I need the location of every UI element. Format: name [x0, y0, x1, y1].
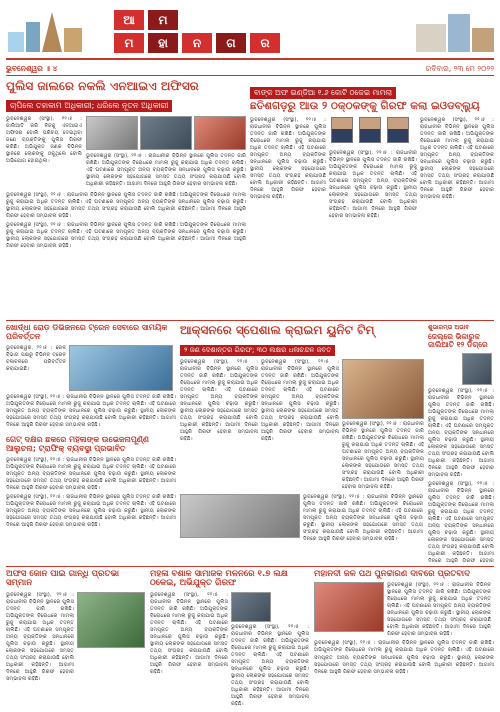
story-body: ଭୁବନେଶ୍ୱର (ସଂସ୍ଥା), ୨୨।୫ : ରାଜଧାନୀର ବିଭିନ୍ନ ସ୍ଥାନରେ ପୁଲିସ ତଦନ୍ତ ଜାରି ରଖିଛି। ଅଭିଯୁକ୍ତଙ୍କ ବିରୋଧରେ ମାମଲା ରୁଜୁ କରାଯାଇ ଅଧିକ ତଦନ୍ତ ଚାଲିଛି। ଏହି ଘଟଣାରେ ସମ୍ପୃକ୍ତ ଅନ୍ୟ ବ୍ୟକ୍ତିଙ୍କ ସନ୍ଧାନରେ ପୁଲିସ ଚଢ଼ାଉ କରୁଛି। ସ୍ଥାନୀୟ ଲୋକଙ୍କ ସହଯୋଗରେ ସମସ୍ତ ତଥ୍ୟ ସଂଗ୍ରହ କରାଯାଉଛି ବୋଲି ଅଧିକାରୀ କହିଛନ୍ତି। ଆଗାମୀ ଦିନରେ ଆହୁରି ଗିରଫ ହେବାର ସମ୍ଭାବନା ରହିଛି।: [6, 456, 176, 491]
story-bank-fraud: [250, 80, 494, 318]
story-kicker: ଶୁଭାରମ୍ଭ ଅଭାବ: [428, 324, 470, 331]
story-body: ଭୁବନେଶ୍ୱର (ସଂସ୍ଥା), ୨୨।୫ : ରାଜଧାନୀର ବିଭିନ୍ନ ସ୍ଥାନରେ ପୁଲିସ ତଦନ୍ତ ଜାରି ରଖିଛି। ଅଭିଯୁକ୍ତଙ୍କ ବିରୋଧରେ ମାମଲା ରୁଜୁ କରାଯାଇ ଅଧିକ ତଦନ୍ତ ଚାଲିଛି। ଏହି ଘଟଣାରେ ସମ୍ପୃକ୍ତ ଅନ୍ୟ ବ୍ୟକ୍ତିଙ୍କ ସନ୍ଧାନରେ ପୁଲିସ ଚଢ଼ାଉ କରୁଛି। ସ୍ଥାନୀୟ ଲୋକଙ୍କ ସହଯୋଗରେ ସମସ୍ତ ତଥ୍ୟ ସଂଗ୍ରହ କରାଯାଉଛି ବୋଲି ଅଧିକାରୀ କହିଛନ୍ତି। ଆଗାମୀ ଦିନରେ ଆହୁରି ଗିରଫ ହେବାର ସମ୍ଭାବନା ରହିଛି।: [261, 359, 339, 443]
story-body: ଭୁବନେଶ୍ୱର (ସଂସ୍ଥା), ୨୨।୫ : ରାଜଧାନୀର ବିଭିନ୍ନ ସ୍ଥାନରେ ପୁଲିସ ତଦନ୍ତ ଜାରି ରଖିଛି। ଅଭିଯୁକ୍ତଙ୍କ ବିରୋଧରେ ମାମଲା ରୁଜୁ କରାଯାଇ ଅଧିକ ତଦନ୍ତ ଚାଲିଛି। ଏହି ଘଟଣାରେ ସମ୍ପୃକ୍ତ ଅନ୍ୟ ବ୍ୟକ୍ତିଙ୍କ ସନ୍ଧାନରେ ପୁଲିସ ଚଢ଼ାଉ କରୁଛି। ସ୍ଥାନୀୟ ଲୋକଙ୍କ ସହଯୋଗରେ ସମସ୍ତ ତଥ୍ୟ ସଂଗ୍ରହ କରାଯାଉଛି ବୋଲି ଅଧିକାରୀ କହିଛନ୍ତି। ଆଗାମୀ ଦିନରେ ଆହୁରି ଗିରଫ ହେବାର ସମ୍ଭାବନା ରହିଛି।: [6, 192, 246, 220]
page-info-bar: [6, 62, 494, 76]
masthead-letter: ମ: [148, 10, 178, 30]
story-mahanadi: [314, 570, 494, 708]
story-body: ଭୁବନେଶ୍ୱର (ସଂସ୍ଥା), ୨୨।୫ : ରାଜଧାନୀର ବିଭିନ୍ନ ସ୍ଥାନରେ ପୁଲିସ ତଦନ୍ତ ଜାରି ରଖିଛି। ଅଭିଯୁକ୍ତଙ୍କ ବିରୋଧରେ ମାମଲା ରୁଜୁ କରାଯାଇ ଅଧିକ ତଦନ୍ତ ଚାଲିଛି। ଏହି ଘଟଣାରେ ସମ୍ପୃକ୍ତ ଅନ୍ୟ ବ୍ୟକ୍ତିଙ୍କ ସନ୍ଧାନରେ ପୁଲିସ ଚଢ଼ାଉ କରୁଛି। ସ୍ଥାନୀୟ ଲୋକଙ୍କ ସହଯୋଗରେ ସମସ୍ତ ତଥ୍ୟ ସଂଗ୍ରହ କରାଯାଉଛି ବୋଲି ଅଧିକାରୀ କହିଛନ୍ତି। ଆଗାମୀ ଦିନରେ ଆହୁରି ଗିରଫ ହେବାର ସମ୍ଭାବନା ରହିଛି।: [342, 421, 424, 491]
vehicle-photo: [180, 494, 300, 538]
story-body: ଭୁବନେଶ୍ୱର (ସଂସ୍ଥା), ୨୨।୫ : ରାଜଧାନୀର ବିଭିନ୍ନ ସ୍ଥାନରେ ପୁଲିସ ତଦନ୍ତ ଜାରି ରଖିଛି। ଅଭିଯୁକ୍ତଙ୍କ ବିରୋଧରେ ମାମଲା ରୁଜୁ କରାଯାଇ ଅଧିକ ତଦନ୍ତ ଚାଲିଛି। ଏହି ଘଟଣାରେ ସମ୍ପୃକ୍ତ ଅନ୍ୟ ବ୍ୟକ୍ତିଙ୍କ ସନ୍ଧାନରେ ପୁଲିସ ଚଢ଼ାଉ କରୁଛି। ସ୍ଥାନୀୟ ଲୋକଙ୍କ ସହଯୋଗରେ ସମସ୍ତ ତଥ୍ୟ ସଂଗ୍ରହ କରାଯାଉଛି ବୋଲି ଅଧିକାରୀ କହିଛନ୍ତି। ଆଗାମୀ ଦିନରେ ଆହୁରି ଗିରଫ ହେବାର ସମ୍ଭାବନା ରହିଛି।: [250, 116, 326, 200]
seized-items-photo: [342, 359, 424, 419]
masthead-letter: ଗ: [216, 33, 246, 53]
story-headline: ମହିଳା ବିଶାଳ ସାମାଜିକ ମିଳନରେ ୧.୭ ଲକ୍ଷ ଠକେଇ, ଅଭିଯୁକ୍ତ ଗିରଫ: [150, 570, 288, 589]
story-nia-officer: [6, 80, 246, 318]
protest-photo: [314, 582, 384, 632]
story-subhead: ୨ ଜଣ ଦେଶାନ୍ତର ଗିରଫ; ୩୦ ଲକ୍ଷର ଧଳାଚନ୍ଦନ ଜବତ: [180, 345, 335, 356]
building-skyline-illustration: [416, 8, 494, 52]
divider: [6, 566, 494, 567]
story-jail: [428, 324, 494, 564]
masthead-letter: ନ: [182, 33, 212, 53]
story-kicker: ବାଙ୍କ ଅଫ ଇଣ୍ଡିଆ ୧.୬ କୋଟି ଠକେଇ ମାମଲା: [250, 87, 396, 99]
story-body: ଭୁବନେଶ୍ୱର (ସଂସ୍ଥା), ୨୨।୫ : ରାଜଧାନୀର ବିଭିନ୍ନ ସ୍ଥାନରେ ପୁଲିସ ତଦନ୍ତ ଜାରି ରଖିଛି। ଅଭିଯୁକ୍ତଙ୍କ ବିରୋଧରେ ମାମଲା ରୁଜୁ କରାଯାଇ ଅଧିକ ତଦନ୍ତ ଚାଲିଛି। ଏହି ଘଟଣାରେ ସମ୍ପୃକ୍ତ ଅନ୍ୟ ବ୍ୟକ୍ତିଙ୍କ ସନ୍ଧାନରେ ପୁଲିସ ଚଢ଼ାଉ କରୁଛି। ସ୍ଥାନୀୟ ଲୋକଙ୍କ ସହଯୋଗରେ ସମସ୍ତ ତଥ୍ୟ ସଂଗ୍ରହ କରାଯାଉଛି ବୋଲି ଅଧିକାରୀ କହିଛନ୍ତି। ଆଗାମୀ ଦିନରେ ଆହୁରି ଗିରଫ ହେବାର ସମ୍ଭାବନା ରହିଛି।: [6, 222, 246, 250]
story-gandhi-award: [6, 570, 146, 708]
story-body: ଭୁବନେଶ୍ୱର (ସଂସ୍ଥା), ୨୨।୫ : ରାଜଧାନୀର ବିଭିନ୍ନ ସ୍ଥାନରେ ପୁଲିସ ତଦନ୍ତ ଜାରି ରଖିଛି। ଅଭିଯୁକ୍ତଙ୍କ ବିରୋଧରେ ମାମଲା ରୁଜୁ କରାଯାଇ ଅଧିକ ତଦନ୍ତ ଚାଲିଛି। ଏହି ଘଟଣାରେ ସମ୍ପୃକ୍ତ ଅନ୍ୟ ବ୍ୟକ୍ତିଙ୍କ ସନ୍ଧାନରେ ପୁଲିସ ଚଢ଼ାଉ କରୁଛି। ସ୍ଥାନୀୟ ଲୋକଙ୍କ ସହଯୋଗରେ ସମସ୍ତ ତଥ୍ୟ ସଂଗ୍ରହ କରାଯାଉଛି ବୋଲି ଅଧିକାରୀ କହିଛନ୍ତି। ଆଗାମୀ ଦିନରେ ଆହୁରି ଗିରଫ ହେବାର ସମ୍ଭାବନା ରହିଛି।: [180, 359, 258, 443]
story-headline: ଜେଲ୍‌ରେ ଭିକାରୁକ ଜାଲିଆତି ୧୨ ଡିଗ୍ରେ: [428, 332, 488, 350]
story-headline: ଖୋର୍ଦ୍ଧା ରୋଡ଼ ଡିଭିଜନରେ ଟ୍ରେନ ସେବାରେ ସାମୟିକ ପରିବର୍ତ୍ତନ: [6, 324, 168, 341]
story-headline: ଅଫିସ ଜୋନ ପାଇଁ ଗାନ୍ଧି ପ୍ରତିଭା ସମ୍ମାନ: [6, 570, 120, 589]
accused-photo: [231, 592, 271, 622]
masthead-letter: ଆ: [114, 10, 144, 30]
award-photo: [77, 592, 145, 648]
story-headline: ଆକ୍ସନରେ ସ୍ପେଶାଲ କ୍ରାଇମ ୟୁନିଟ ଟିମ୍: [180, 324, 375, 337]
story-body: ଭୁବନେଶ୍ୱର (ସଂସ୍ଥା), ୨୨।୫ : ରାଜଧାନୀର ବିଭିନ୍ନ ସ୍ଥାନରେ ପୁଲିସ ତଦନ୍ତ ଜାରି ରଖିଛି। ଅଭିଯୁକ୍ତଙ୍କ ବିରୋଧରେ ମାମଲା ରୁଜୁ କରାଯାଇ ଅଧିକ ତଦନ୍ତ ଚାଲିଛି। ଏହି ଘଟଣାରେ ସମ୍ପୃକ୍ତ ଅନ୍ୟ ବ୍ୟକ୍ତିଙ୍କ ସନ୍ଧାନରେ ପୁଲିସ ଚଢ଼ାଉ କରୁଛି। ସ୍ଥାନୀୟ ଲୋକଙ୍କ ସହଯୋଗରେ ସମସ୍ତ ତଥ୍ୟ ସଂଗ୍ରହ କରାଯାଉଛି ବୋଲି ଅଧିକାରୀ କହିଛନ୍ତି। ଆଗାମୀ ଦିନରେ ଆହୁରି ଗିରଫ ହେବାର ସମ୍ଭାବନା ରହିଛି।: [387, 582, 491, 638]
story-body: ଭୁବନେଶ୍ୱର (ସଂସ୍ଥା), ୨୨।୫ : ରାଜଧାନୀର ବିଭିନ୍ନ ସ୍ଥାନରେ ପୁଲିସ ତଦନ୍ତ ଜାରି ରଖିଛି। ଅଭିଯୁକ୍ତଙ୍କ ବିରୋଧରେ ମାମଲା ରୁଜୁ କରାଯାଇ ଅଧିକ ତଦନ୍ତ ଚାଲିଛି। ଏହି ଘଟଣାରେ ସମ୍ପୃକ୍ତ ଅନ୍ୟ ବ୍ୟକ୍ତିଙ୍କ ସନ୍ଧାନରେ ପୁଲିସ ଚଢ଼ାଉ କରୁଛି। ସ୍ଥାନୀୟ ଲୋକଙ୍କ ସହଯୋଗରେ ସମସ୍ତ ତଥ୍ୟ ସଂଗ୍ରହ କରାଯାଉଛି ବୋଲି ଅଧିକାରୀ କହିଛନ୍ତି। ଆଗାମୀ ଦିନରେ ଆହୁରି ଗିରଫ ହେବାର ସମ୍ଭାବନା ରହିଛି।: [86, 153, 246, 188]
masthead: [6, 2, 494, 60]
story-body: ଭୁବନେଶ୍ୱର (ସଂସ୍ଥା), ୨୨।୫ : ରାଜଧାନୀର ବିଭିନ୍ନ ସ୍ଥାନରେ ପୁଲିସ ତଦନ୍ତ ଜାରି ରଖିଛି। ଅଭିଯୁକ୍ତଙ୍କ ବିରୋଧରେ ମାମଲା ରୁଜୁ କରାଯାଇ ଅଧିକ ତଦନ୍ତ ଚାଲିଛି। ଏହି ଘଟଣାରେ ସମ୍ପୃକ୍ତ ଅନ୍ୟ ବ୍ୟକ୍ତିଙ୍କ ସନ୍ଧାନରେ ପୁଲିସ ଚଢ଼ାଉ କରୁଛି। ସ୍ଥାନୀୟ ଲୋକଙ୍କ ସହଯୋଗରେ ସମସ୍ତ ତଥ୍ୟ ସଂଗ୍ରହ କରାଯାଉଛି ବୋଲି ଅଧିକାରୀ କହିଛନ୍ତି। ଆଗାମୀ ଦିନରେ ଆହୁରି ଗିରଫ ହେବାର: [428, 480, 494, 564]
issue-date: ରବିବାର, ୨୩ ମେ ୨୦୨୨: [425, 63, 494, 73]
story-body: ଭୁବନେଶ୍ୱର (ସଂସ୍ଥା), ୨୨।୫ : ରାଜଧାନୀର ବିଭିନ୍ନ ସ୍ଥାନରେ ପୁଲିସ ତଦନ୍ତ ଜାରି ରଖିଛି। ଅଭିଯୁକ୍ତଙ୍କ ବିରୋଧରେ ମାମଲା ରୁଜୁ କରାଯାଇ ଅଧିକ ତଦନ୍ତ ଚାଲିଛି। ଏହି ଘଟଣାରେ ସମ୍ପୃକ୍ତ ଅନ୍ୟ ବ୍ୟକ୍ତିଙ୍କ ସନ୍ଧାନରେ ପୁଲିସ ଚଢ଼ାଉ କରୁଛି। ସ୍ଥାନୀୟ ଲୋକଙ୍କ ସହଯୋଗରେ ସମସ୍ତ ତଥ୍ୟ ସଂଗ୍ରହ କରାଯାଉଛି ବୋଲି ଅଧିକାରୀ କହିଛନ୍ତି। ଆଗାମୀ ଦିନରେ ଆହୁରି ଗିରଫ ହେବାର ସମ୍ଭାବନା ରହିଛି।: [6, 493, 176, 528]
masthead-title-row-2: [114, 33, 280, 53]
story-body: ଭୁବନେଶ୍ୱର (ସଂସ୍ଥା), ୨୨।୫ : ରାଜଧାନୀର ବିଭିନ୍ନ ସ୍ଥାନରେ ପୁଲିସ ତଦନ୍ତ ଜାରି ରଖିଛି। ଅଭିଯୁକ୍ତଙ୍କ ବିରୋଧରେ ମାମଲା ରୁଜୁ କରାଯାଇ ଅଧିକ ତଦନ୍ତ ଚାଲିଛି। ଏହି ଘଟଣାରେ ସମ୍ପୃକ୍ତ ଅନ୍ୟ ବ୍ୟକ୍ତିଙ୍କ ସନ୍ଧାନରେ ପୁଲିସ ଚଢ଼ାଉ କରୁଛି। ସ୍ଥାନୀୟ ଲୋକଙ୍କ ସହଯୋଗରେ ସମସ୍ତ ତଥ୍ୟ ସଂଗ୍ରହ କରାଯାଉଛି ବୋଲି ଅଧିକାରୀ କହିଛନ୍ତି। ଆଗାମୀ ଦିନରେ ଆହୁରି ଗିରଫ ହେବାର ସମ୍ଭାବନା ରହିଛି।: [6, 591, 74, 682]
story-traffic: [6, 436, 176, 564]
story-special-crime-unit: [180, 324, 424, 564]
story-body: ଭୁବନେଶ୍ୱର (ସଂସ୍ଥା), ୨୨।୫ : ଜାଲିଆତି କରି ନିଜକୁ ଏନଆଇଏ ଅଫିସର ବୋଲି ପରିଚୟ ଦେଇଥିବା ଜଣେ ବ୍ୟକ୍ତିଙ୍କୁ ପୁଲିସ ଗିରଫ କରିଛି। ଅଭିଯୁକ୍ତ ଜଣକ ବିଭିନ୍ନ ସ୍ଥାନରେ ଲୋକଙ୍କୁ ଠକୁଥିଲେ ବୋଲି ଅଭିଯୋଗ ହୋଇଥିଲା।: [6, 116, 82, 165]
accused-portrait: [387, 117, 409, 143]
divider: [6, 320, 494, 321]
story-body: ଭୁବନେଶ୍ୱର (ସଂସ୍ଥା), ୨୨।୫ : ରାଜଧାନୀର ବିଭିନ୍ନ ସ୍ଥାନରେ ପୁଲିସ ତଦନ୍ତ ଜାରି ରଖିଛି। ଅଭିଯୁକ୍ତଙ୍କ ବିରୋଧରେ ମାମଲା ରୁଜୁ କରାଯାଇ ଅଧିକ ତଦନ୍ତ ଚାଲିଛି। ଏହି ଘଟଣାରେ ସମ୍ପୃକ୍ତ ଅନ୍ୟ ବ୍ୟକ୍ତିଙ୍କ ସନ୍ଧାନରେ ପୁଲିସ ଚଢ଼ାଉ କରୁଛି। ସ୍ଥାନୀୟ ଲୋକଙ୍କ ସହଯୋଗରେ ସମସ୍ତ ତଥ୍ୟ ସଂଗ୍ରହ କରାଯାଉଛି ବୋଲି ଅଧିକାରୀ କହିଛନ୍ତି। ଆଗାମୀ ଦିନରେ ଆହୁରି ଗିରଫ ହେବାର ସମ୍ଭାବନା ରହିଛି।: [329, 149, 417, 219]
story-body: ଭୁବନେଶ୍ୱର (ସଂସ୍ଥା), ୨୨।୫ : ରାଜଧାନୀର ବିଭିନ୍ନ ସ୍ଥାନରେ ପୁଲିସ ତଦନ୍ତ ଜାରି ରଖିଛି। ଅଭିଯୁକ୍ତଙ୍କ ବିରୋଧରେ ମାମଲା ରୁଜୁ କରାଯାଇ ଅଧିକ ତଦନ୍ତ ଚାଲିଛି। ଏହି ଘଟଣାରେ ସମ୍ପୃକ୍ତ ଅନ୍ୟ ବ୍ୟକ୍ତିଙ୍କ ସନ୍ଧାନରେ ପୁଲିସ ଚଢ଼ାଉ କରୁଛି। ସ୍ଥାନୀୟ ଲୋକଙ୍କ ସହଯୋଗରେ ସମସ୍ତ ତଥ୍ୟ ସଂଗ୍ରହ କରାଯାଉଛି ବୋଲି ଅଧିକାରୀ କହିଛନ୍ତି। ଆଗାମୀ ଦିନରେ ଆହୁରି ଗିରଫ ହେବାର ସମ୍ଭାବନା ରହିଛି।: [420, 116, 494, 200]
masthead-letter: ର: [250, 33, 280, 53]
story-subhead: ଚାପିଲେ ତହାକାମ ଅଧିକାରୀ; ଧରିଲେ ନୂତନ ଅଧିକାରୀ: [6, 100, 172, 112]
temple-skyline-illustration: [6, 8, 84, 52]
story-train-changes: [6, 324, 176, 434]
news-photo: [86, 116, 138, 150]
story-headline: ଗେଟ୍ ଦକ୍ଷର ଛକରେ ମହିଳାଙ୍କ ଉଭେଜନାପୂର୍ଣ୍ଣ ଆଲୁଚନା; ଟ୍ରାଫିକ୍ ବ୍ୟବସ୍ଥା ପ୍ରଭାବିତ: [6, 436, 149, 453]
accused-portrait: [359, 117, 381, 143]
story-body: ଭୁବନେଶ୍ୱର (ସଂସ୍ଥା), ୨୨।୫ : ରାଜଧାନୀର ବିଭିନ୍ନ ସ୍ଥାନରେ ପୁଲିସ ତଦନ୍ତ ଜାରି ରଖିଛି। ଅଭିଯୁକ୍ତଙ୍କ ବିରୋଧରେ ମାମଲା ରୁଜୁ କରାଯାଇ ଅଧିକ ତଦନ୍ତ ଚାଲିଛି। ଏହି ଘଟଣାରେ ସମ୍ପୃକ୍ତ ଅନ୍ୟ ବ୍ୟକ୍ତିଙ୍କ ସନ୍ଧାନରେ ପୁଲିସ ଚଢ଼ାଉ କରୁଛି। ସ୍ଥାନୀୟ ଲୋକଙ୍କ ସହଯୋଗରେ ସମସ୍ତ ତଥ୍ୟ ସଂଗ୍ରହ କରାଯାଉଛି ବୋଲି ଅଧିକାରୀ କହିଛନ୍ତି। ଆଗାମୀ ଦିନରେ ଆହୁରି ଗିରଫ ହେବାର ସମ୍ଭାବନା ରହିଛି।: [231, 623, 309, 707]
story-headline: ମହାନଦୀ ଜଳ ପଥ ପୁନର୍ଚ୍ଚାରଣ ଦାବିରେ ପ୍ରତିବାଦ: [314, 570, 470, 579]
masthead-letter: ହା: [148, 33, 178, 53]
story-body: ଭୁବନେଶ୍ୱର (ସଂସ୍ଥା), ୨୨।୫ : ରାଜଧାନୀର ବିଭିନ୍ନ ସ୍ଥାନରେ ପୁଲିସ ତଦନ୍ତ ଜାରି ରଖିଛି। ଅଭିଯୁକ୍ତଙ୍କ ବିରୋଧରେ ମାମଲା ରୁଜୁ କରାଯାଇ ଅଧିକ ତଦନ୍ତ ଚାଲିଛି। ଏହି ଘଟଣାରେ ସମ୍ପୃକ୍ତ ଅନ୍ୟ ବ୍ୟକ୍ତିଙ୍କ ସନ୍ଧାନରେ ପୁଲିସ ଚଢ଼ାଉ କରୁଛି। ସ୍ଥାନୀୟ ଲୋକଙ୍କ ସହଯୋଗରେ ସମସ୍ତ ତଥ୍ୟ ସଂଗ୍ରହ କରାଯାଉଛି ବୋଲି ଅଧିକାରୀ କହିଛନ୍ତି। ଆଗାମୀ ଦିନରେ ଆହୁରି ଗିରଫ ହେବାର ସମ୍ଭାବନା ରହିଛି।: [303, 494, 423, 543]
story-body: ଭୁବନେଶ୍ୱର (ସଂସ୍ଥା), ୨୨।୫ : ରାଜଧାନୀର ବିଭିନ୍ନ ସ୍ଥାନରେ ପୁଲିସ ତଦନ୍ତ ଜାରି ରଖିଛି। ଅଭିଯୁକ୍ତଙ୍କ ବିରୋଧରେ ମାମଲା ରୁଜୁ କରାଯାଇ ଅଧିକ ତଦନ୍ତ ଚାଲିଛି। ଏହି ଘଟଣାରେ ସମ୍ପୃକ୍ତ ଅନ୍ୟ ବ୍ୟକ୍ତିଙ୍କ ସନ୍ଧାନରେ ପୁଲିସ ଚଢ଼ାଉ କରୁଛି। ସ୍ଥାନୀୟ ଲୋକଙ୍କ ସହଯୋଗରେ ସମସ୍ତ ତଥ୍ୟ ସଂଗ୍ରହ କରାଯାଉଛି ବୋଲି ଅଧିକାରୀ କହିଛନ୍ତି। ଆଗାମୀ ଦିନରେ ଆହୁରି ଗିରଫ ହେବାର ସମ୍ଭାବନା ରହିଛି।: [314, 640, 494, 675]
news-photo: [140, 116, 192, 150]
story-body: ଭୁବନେଶ୍ୱର (ସଂସ୍ଥା), ୨୨।୫ : ରାଜଧାନୀର ବିଭିନ୍ନ ସ୍ଥାନରେ ପୁଲିସ ତଦନ୍ତ ଜାରି ରଖିଛି। ଅଭିଯୁକ୍ତଙ୍କ ବିରୋଧରେ ମାମଲା ରୁଜୁ କରାଯାଇ ଅଧିକ ତଦନ୍ତ ଚାଲିଛି। ଏହି ଘଟଣାରେ ସମ୍ପୃକ୍ତ ଅନ୍ୟ ବ୍ୟକ୍ତିଙ୍କ ସନ୍ଧାନରେ ପୁଲିସ ଚଢ଼ାଉ କରୁଛି। ସ୍ଥାନୀୟ ଲୋକଙ୍କ ସହଯୋଗରେ ସମସ୍ତ ତଥ୍ୟ ସଂଗ୍ରହ କରାଯାଉଛି ବୋଲି ଅଧିକାରୀ କହିଛନ୍ତି। ଆଗାମୀ ଦିନରେ ଆହୁରି ଗିରଫ ହେବାର ସମ୍ଭାବନା ରହିଛି।: [428, 387, 494, 478]
train-photo: [69, 345, 173, 391]
story-body: ଭୁବନେଶ୍ୱର, ୨୨।୫ : ରେଳ ବିଭାଗ ପକ୍ଷରୁ ବିଭିନ୍ନ ଟ୍ରେନ ଚଳାଚଳରେ ପରିବର୍ତ୍ତନ କରାଯାଇଛି।: [6, 344, 66, 372]
accused-portrait: [331, 117, 353, 143]
masthead-letter: ମ: [114, 33, 144, 53]
story-women-fraud: [150, 570, 310, 708]
story-body: ଭୁବନେଶ୍ୱର (ସଂସ୍ଥା), ୨୨।୫ : ରାଜଧାନୀର ବିଭିନ୍ନ ସ୍ଥାନରେ ପୁଲିସ ତଦନ୍ତ ଜାରି ରଖିଛି। ଅଭିଯୁକ୍ତଙ୍କ ବିରୋଧରେ ମାମଲା ରୁଜୁ କରାଯାଇ ଅଧିକ ତଦନ୍ତ ଚାଲିଛି। ଏହି ଘଟଣାରେ ସମ୍ପୃକ୍ତ ଅନ୍ୟ ବ୍ୟକ୍ତିଙ୍କ ସନ୍ଧାନରେ ପୁଲିସ ଚଢ଼ାଉ କରୁଛି। ସ୍ଥାନୀୟ ଲୋକଙ୍କ ସହଯୋଗରେ ସମସ୍ତ ତଥ୍ୟ ସଂଗ୍ରହ କରାଯାଉଛି ବୋଲି ଅଧିକାରୀ କହିଛନ୍ତି। ଆଗାମୀ ଦିନରେ ଆହୁରି ଗିରଫ ହେବାର ସମ୍ଭାବନା ରହିଛି।: [6, 393, 176, 428]
news-photo: [462, 353, 492, 385]
masthead-title-row-1: [114, 10, 178, 30]
story-headline: ପୁଲିସ ଜାଲରେ ନକଲି ଏନଆଇଏ ଅଫିସର: [6, 80, 199, 93]
story-body: ଭୁବନେଶ୍ୱର (ସଂସ୍ଥା), ୨୨।୫ : ରାଜଧାନୀର ବିଭିନ୍ନ ସ୍ଥାନରେ ପୁଲିସ ତଦନ୍ତ ଜାରି ରଖିଛି। ଅଭିଯୁକ୍ତଙ୍କ ବିରୋଧରେ ମାମଲା ରୁଜୁ କରାଯାଇ ଅଧିକ ତଦନ୍ତ ଚାଲିଛି। ଏହି ଘଟଣାରେ ସମ୍ପୃକ୍ତ ଅନ୍ୟ ବ୍ୟକ୍ତିଙ୍କ ସନ୍ଧାନରେ ପୁଲିସ ଚଢ଼ାଉ କରୁଛି। ସ୍ଥାନୀୟ ଲୋକଙ୍କ ସହଯୋଗରେ ସମସ୍ତ ତଥ୍ୟ ସଂଗ୍ରହ କରାଯାଉଛି ବୋଲି ଅଧିକାରୀ କହିଛନ୍ତି। ଆଗାମୀ ଦିନରେ ଆହୁରି ଗିରଫ ହେବାର ସମ୍ଭାବନା ରହିଛି।: [150, 591, 228, 675]
page-number: ଭୁବନେଶ୍ୱର ॥ ୪: [6, 63, 58, 73]
story-headline: ଛତିଶଗଡ଼ରୁ ଆଉ ୨ ଠକ୍ଠକଙ୍କୁ ଗିରଫ କଲା ଇଓଡବ୍ଲ୍ୟୁ: [250, 100, 480, 112]
news-photo: [194, 116, 246, 150]
